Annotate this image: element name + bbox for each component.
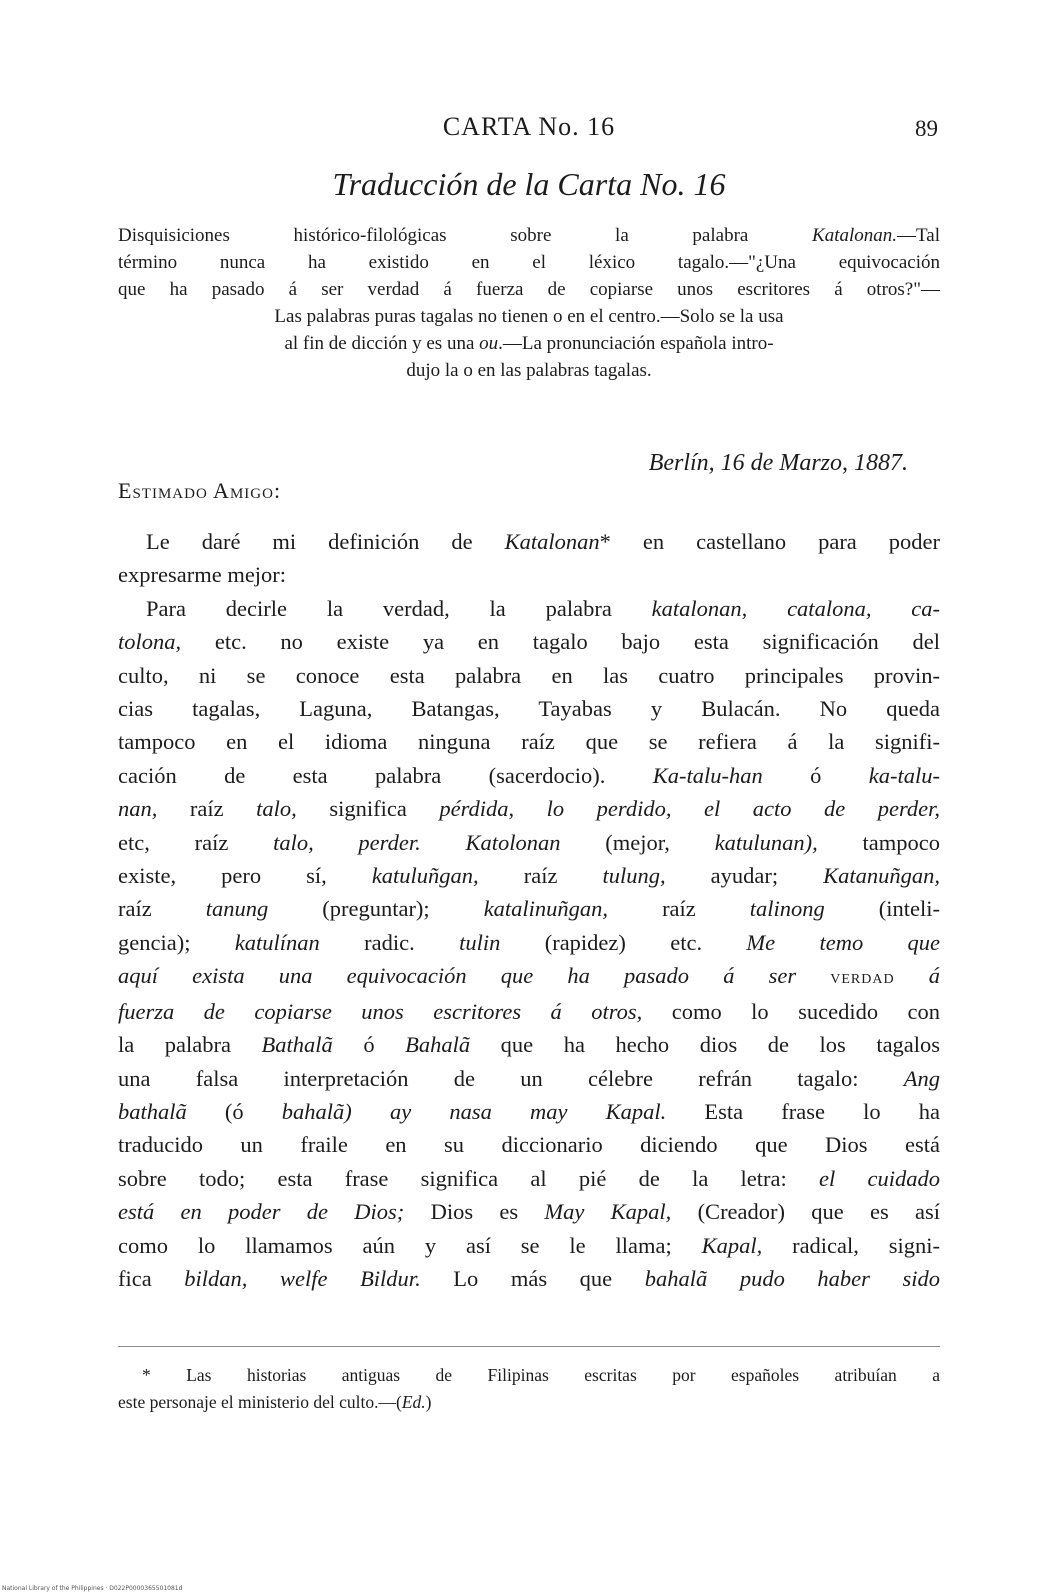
summary-line: término nunca ha existido en el léxico tagalo.—"¿Una equivocación [118,252,940,273]
body-line: Para decirle la verdad, la palabra katalonan, catalona, ca- [146,595,940,621]
summary-line: que ha pasado á ser verdad á fuerza de copiarse unos escritores á otros?"— [118,279,940,300]
body-line: expresarme mejor: [118,562,287,588]
footnote-line: este personaje el ministerio del culto.—(Ed.) [118,1392,432,1412]
running-head [0,112,1058,152]
body-line: aquí exista una equivocación que ha pasado á ser verdad á [118,963,940,989]
summary-line: Disquisiciones histórico-filológicas sobre la palabra Katalonan.—Tal [118,225,940,246]
footnote-divider [118,1346,940,1347]
body-line: la palabra Bathalã ó Bahalã que ha hecho dios de los tagalos [118,1032,940,1058]
body-line: sobre todo; esta frase significa al pié de la letra: el cuidado [118,1165,940,1191]
body-line: está en poder de Dios; Dios es May Kapal, (Creador) que es así [118,1199,940,1225]
body-line: gencia); katulínan radic. tulin (rapidez) etc. Me temo que [118,929,940,955]
letter-body [118,525,940,1295]
footnote [118,1362,940,1416]
body-line: fica bildan, welfe Bildur. Lo más que bahalã pudo haber sido [118,1265,940,1291]
running-title: CARTA No. 16 [442,112,616,141]
body-line: tolona, etc. no existe ya en tagalo bajo esta significación del [118,629,940,655]
body-line: cación de esta palabra (sacerdocio). Ka-talu-han ó ka-talu- [118,762,940,788]
body-line: Le daré mi definición de Katalonan* en castellano para poder [146,529,940,554]
body-line: culto, ni se conoce esta palabra en las cuatro principales provin- [118,662,940,688]
body-line: raíz tanung (preguntar); katalinuñgan, raíz talinong (inteli- [118,896,940,922]
summary-line: al fin de dicción y es una ou.—La pronunciación española intro- [284,333,774,354]
summary-line: Las palabras puras tagalas no tienen o en el centro.—Solo se la usa [274,306,784,327]
dateline: Berlín, 16 de Marzo, 1887. [648,450,908,476]
body-line: como lo llamamos aún y así se le llama; Kapal, radical, signi- [118,1232,940,1258]
salutation: Estimado Amigo: [118,478,282,503]
body-line: tampoco en el idioma ninguna raíz que se refiera á la signifi- [118,729,940,755]
body-line: existe, pero sí, katuluñgan, raíz tulung, ayudar; Katanuñgan, [118,863,940,889]
body-line: bathalã (ó bahalã) ay nasa may Kapal. Esta frase lo ha [118,1098,940,1124]
body-line: una falsa interpretación de un célebre refrán tagalo: Ang [118,1065,940,1091]
scan-imprint: National Library of the Philippines · D022P0000365501081d [2,1585,183,1592]
page-number: 89 [915,116,938,141]
body-line: nan, raíz talo, significa pérdida, lo perdido, el acto de perder, [118,796,940,822]
summary-abstract [118,222,940,384]
body-line: fuerza de copiarse unos escritores á otros, como lo sucedido con [118,998,940,1024]
body-line: cias tagalas, Laguna, Batangas, Tayabas y Bulacán. No queda [118,696,940,722]
letter-title: Traducción de la Carta No. 16 [332,166,726,202]
body-line: traducido un fraile en su diccionario diciendo que Dios está [118,1132,940,1158]
summary-line: dujo la o en las palabras tagalas. [406,360,652,381]
footnote-line: * Las historias antiguas de Filipinas escritas por españoles atribuían a [142,1365,940,1385]
body-line: etc, raíz talo, perder. Katolonan (mejor, katulunan), tampoco [118,829,940,855]
